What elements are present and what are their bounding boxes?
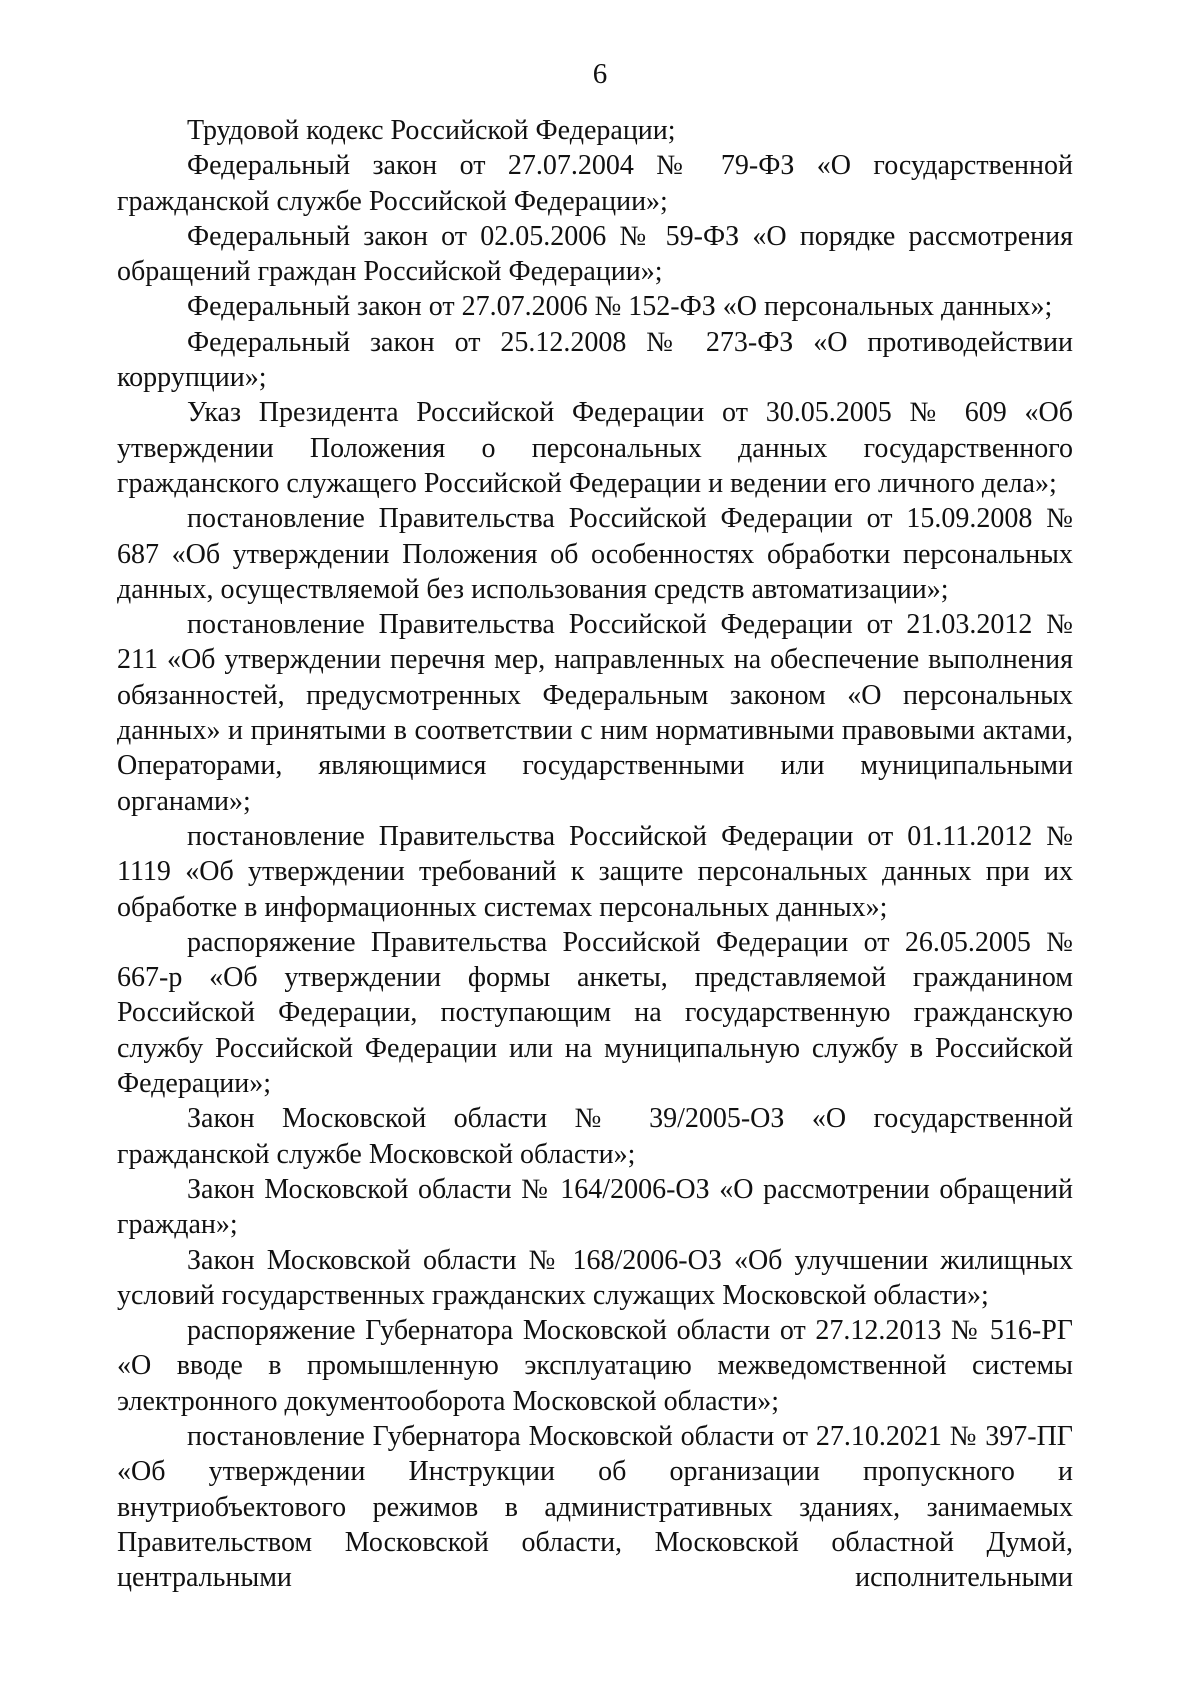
legal-act-item: Федеральный закон от 02.05.2006 № 59-ФЗ «О порядке рассмотрения обращений граждан Российской Федерации»;: [117, 220, 1073, 288]
legal-act-item: постановление Губернатора Московской области от 27.10.2021 № 397-ПГ «Об утверждении Инструкции об организации пропускного и внутриобъектового режимов в административных зданиях, занимаемых Правительством Московской области, Московской областной Думой, центральными исполнительными: [117, 1420, 1073, 1594]
legal-act-item: Указ Президента Российской Федерации от 30.05.2005 № 609 «Об утверждении Положения о персональных данных государственного гражданского служащего Российской Федерации и ведении его личного дела»;: [117, 397, 1073, 499]
legal-act-item: постановление Правительства Российской Федерации от 15.09.2008 № 687 «Об утверждении Положения об особенностях обработки персональных данных, осуществляемой без использования средств автоматизации»;: [117, 503, 1073, 605]
page-number: 6: [592, 58, 608, 90]
document-body: [117, 113, 1073, 1595]
legal-act-item: распоряжение Губернатора Московской области от 27.12.2013 № 516-РГ «О вводе в промышленную эксплуатацию межведомственной системы электронного документооборота Московской области»;: [117, 1315, 1073, 1417]
legal-act-item: Федеральный закон от 27.07.2006 № 152-ФЗ «О персональных данных»;: [187, 291, 1053, 323]
legal-act-item: Закон Московской области № 39/2005-ОЗ «О государственной гражданской службе Московской области»;: [117, 1103, 1073, 1170]
legal-act-item: Федеральный закон от 27.07.2004 № 79-ФЗ «О государственной гражданской службе Российской Федерации»;: [117, 150, 1073, 217]
legal-act-item: распоряжение Правительства Российской Федерации от 26.05.2005 № 667-р «Об утверждении формы анкеты, представляемой гражданином Российской Федерации, поступающим на государственную гражданскую службу Российской Федерации или на муниципальную службу в Российской Федерации»;: [117, 926, 1073, 1100]
legal-act-item: Закон Московской области № 164/2006-ОЗ «О рассмотрении обращений граждан»;: [117, 1173, 1073, 1241]
legal-act-item: постановление Правительства Российской Федерации от 01.11.2012 № 1119 «Об утверждении требований к защите персональных данных при их обработке в информационных системах персональных данных»;: [117, 820, 1073, 923]
legal-act-item: постановление Правительства Российской Федерации от 21.03.2012 № 211 «Об утверждении перечня мер, направленных на обеспечение выполнения обязанностей, предусмотренных Федеральным законом «О персональных данных» и принятыми в соответствии с ним нормативными правовыми актами, Операторами, являющимися государственными или муниципальными органами»;: [117, 609, 1073, 817]
legal-act-item: Закон Московской области № 168/2006-ОЗ «Об улучшении жилищных условий государственных гражданских служащих Московской области»;: [117, 1244, 1073, 1311]
legal-act-item: Трудовой кодекс Российской Федерации;: [187, 115, 676, 146]
legal-act-item: Федеральный закон от 25.12.2008 № 273-ФЗ «О противодействии коррупции»;: [117, 326, 1073, 394]
